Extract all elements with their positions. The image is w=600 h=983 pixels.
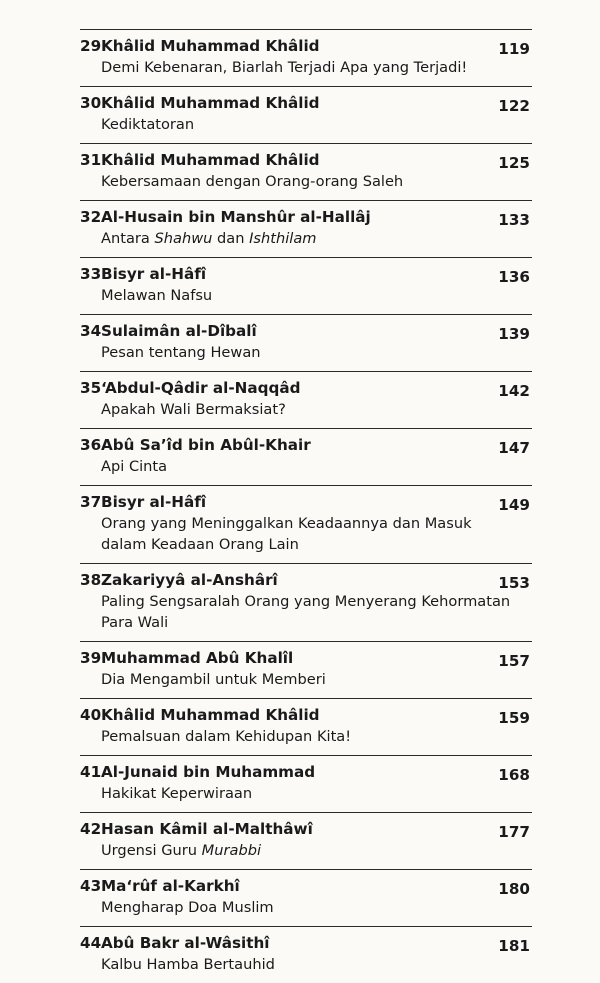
entry-page-number: 181 (498, 937, 530, 955)
entry-page-number: 136 (498, 268, 530, 286)
entry-title (101, 456, 532, 477)
toc-entry (80, 486, 532, 563)
entry-number: 43 (80, 877, 102, 895)
toc-entry (80, 756, 532, 812)
entry-heading (80, 92, 532, 114)
entry-title-text: dan (212, 230, 250, 247)
entry-title-line-2: dalam Keadaan Orang Lain (101, 536, 299, 553)
entry-number: 44 (80, 934, 102, 952)
entry-author: Zakariyyâ al-Anshârî (101, 571, 278, 589)
entry-author: Khâlid Muhammad Khâlid (101, 37, 320, 55)
toc-entry (80, 30, 532, 86)
entry-author: Khâlid Muhammad Khâlid (101, 151, 320, 169)
entry-title-text: Melawan Nafsu (101, 287, 213, 304)
toc-entry (80, 87, 532, 143)
entry-heading (80, 149, 532, 171)
entry-page-number: 159 (498, 709, 530, 727)
toc-entry (80, 813, 532, 869)
entry-author: Khâlid Muhammad Khâlid (101, 94, 320, 112)
entry-heading (80, 647, 532, 669)
entry-author: Al-Husain bin Manshûr al-Hallâj (101, 208, 371, 226)
entry-number: 40 (80, 706, 102, 724)
entry-page-number: 119 (498, 40, 530, 58)
entry-title-italic: Shahwu (154, 230, 213, 247)
entry-number: 32 (80, 208, 102, 226)
entry-title (101, 342, 532, 363)
entry-title-text: Orang yang Meninggalkan Keadaannya dan Masuk (101, 515, 472, 532)
toc-entry (80, 870, 532, 926)
entry-page-number: 149 (498, 496, 530, 514)
toc-entry (80, 201, 532, 257)
entry-title-line-2: Para Wali (101, 614, 169, 631)
entry-page-number: 125 (498, 154, 530, 172)
entry-heading (80, 761, 532, 783)
entry-title-text: Kediktatoran (101, 116, 195, 133)
entry-title-text: Kalbu Hamba Bertauhid (101, 956, 275, 973)
entry-page-number: 180 (498, 880, 530, 898)
toc-entry (80, 144, 532, 200)
entry-author: Ma‘rûf al-Karkhî (101, 877, 240, 895)
entry-title (101, 669, 532, 690)
entry-title-text: Pemalsuan dalam Kehidupan Kita! (101, 728, 352, 745)
entry-title (101, 513, 532, 534)
entry-number: 35 (80, 379, 102, 397)
entry-page-number: 133 (498, 211, 530, 229)
entry-title (101, 399, 532, 420)
toc-entry (80, 372, 532, 428)
entry-page-number: 168 (498, 766, 530, 784)
entry-title-text: Demi Kebenaran, Biarlah Terjadi Apa yang Terjadi! (101, 59, 468, 76)
entry-author: Bisyr al-Hâfî (101, 493, 207, 511)
entry-author: Hasan Kâmil al-Malthâwî (101, 820, 313, 838)
entry-author: Khâlid Muhammad Khâlid (101, 706, 320, 724)
entry-title-text: Mengharap Doa Muslim (101, 899, 274, 916)
entry-title-text: Hakikat Keperwiraan (101, 785, 253, 802)
entry-title-text: Dia Mengambil untuk Memberi (101, 671, 326, 688)
entry-number: 33 (80, 265, 102, 283)
entry-page-number: 139 (498, 325, 530, 343)
entry-number: 31 (80, 151, 102, 169)
entry-title-text: Paling Sengsaralah Orang yang Menyerang Kehormatan (101, 593, 511, 610)
entry-author: Sulaimân al-Dîbalî (101, 322, 257, 340)
entry-title-italic: Ishthilam (249, 230, 317, 247)
entry-author: Al-Junaid bin Muhammad (101, 763, 316, 781)
entry-heading (80, 569, 532, 591)
entry-title-text: Antara (101, 230, 155, 247)
entry-page-number: 153 (498, 574, 530, 592)
entry-number: 38 (80, 571, 102, 589)
toc-entry (80, 927, 532, 983)
entry-number: 41 (80, 763, 102, 781)
entry-title (101, 114, 532, 135)
entry-title-text: Api Cinta (101, 458, 168, 475)
entry-page-number: 147 (498, 439, 530, 457)
entry-title (101, 783, 532, 804)
entry-title (101, 726, 532, 747)
entry-heading (80, 263, 532, 285)
entry-number: 30 (80, 94, 102, 112)
entry-page-number: 157 (498, 652, 530, 670)
entry-number: 29 (80, 37, 102, 55)
entry-heading (80, 320, 532, 342)
entry-title (101, 171, 532, 192)
entry-heading (80, 818, 532, 840)
toc-entry (80, 642, 532, 698)
entry-author: ‘Abdul-Qâdir al-Naqqâd (101, 379, 301, 397)
entry-heading (80, 377, 532, 399)
entry-heading (80, 704, 532, 726)
entry-title-text: Pesan tentang Hewan (101, 344, 261, 361)
entry-page-number: 177 (498, 823, 530, 841)
entry-title (101, 228, 532, 249)
entry-title (101, 57, 532, 78)
entry-number: 34 (80, 322, 102, 340)
entry-author: Muhammad Abû Khalîl (101, 649, 294, 667)
toc-entry (80, 258, 532, 314)
entry-title (101, 591, 532, 612)
entry-author: Abû Sa’îd bin Abûl-Khair (101, 436, 311, 454)
entry-heading (80, 875, 532, 897)
entry-page-number: 142 (498, 382, 530, 400)
entry-title-italic: Murabbi (201, 842, 262, 859)
entry-heading (80, 35, 532, 57)
entry-number: 37 (80, 493, 102, 511)
entry-author: Bisyr al-Hâfî (101, 265, 207, 283)
entry-author: Abû Bakr al-Wâsithî (101, 934, 270, 952)
entry-title-text: Apakah Wali Bermaksiat? (101, 401, 286, 418)
entry-page-number: 122 (498, 97, 530, 115)
toc-entry (80, 699, 532, 755)
entry-heading (80, 491, 532, 513)
entry-number: 42 (80, 820, 102, 838)
toc-entry (80, 315, 532, 371)
toc-entry (80, 429, 532, 485)
entry-number: 39 (80, 649, 102, 667)
entry-title (101, 840, 532, 861)
entry-title (101, 285, 532, 306)
entry-title (101, 897, 532, 918)
table-of-contents (80, 29, 532, 983)
entry-number: 36 (80, 436, 102, 454)
entry-heading (80, 434, 532, 456)
entry-title (101, 954, 532, 975)
toc-entry (80, 564, 532, 641)
entry-heading (80, 932, 532, 954)
entry-title-text: Kebersamaan dengan Orang-orang Saleh (101, 173, 404, 190)
entry-heading (80, 206, 532, 228)
entry-title-text: Urgensi Guru (101, 842, 202, 859)
